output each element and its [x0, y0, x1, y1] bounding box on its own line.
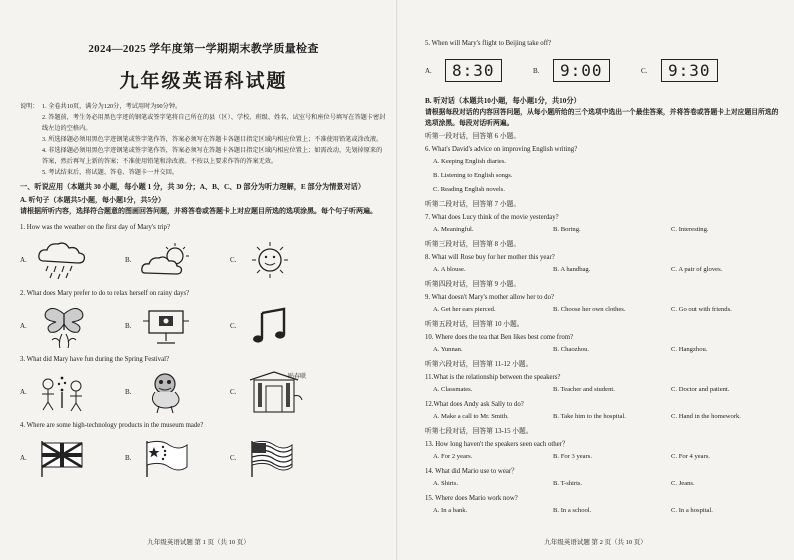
option-c[interactable]: C. In a hospital.: [671, 507, 713, 514]
question-11-options: [425, 383, 780, 397]
part-a-heading: A. 听句子（本题共5小题，每小题1分，共5分）: [20, 196, 166, 204]
option-a[interactable]: A. A blouse.: [433, 266, 466, 273]
note-item: 4. 非选择题必须用黑色字迹钢笔或签字笔作答，答案必须写在答题卡各题目指定区域内相应位置上；如需改动，先划掉原来的答案，然后再写上新的答案；不准使用铅笔和涂改液。不按以上要求作答的答案无效。: [42, 147, 383, 165]
option-a[interactable]: A. Get her ears pierced.: [433, 306, 496, 313]
option-c[interactable]: C. Reading English novels.: [433, 186, 505, 193]
option-c[interactable]: [230, 437, 335, 479]
question-5: 5. When will Mary's flight to Beijing take off?: [425, 40, 552, 47]
question-2-options: [20, 303, 387, 349]
option-a[interactable]: A. Shirts.: [433, 480, 459, 487]
option-b[interactable]: B. Listening to English songs.: [433, 172, 513, 179]
listen-instruction: 听第六段对话，回答第 11-12 小题。: [425, 361, 533, 368]
question-2: 2. What does Mary prefer to do to relax herself on rainy days?: [20, 290, 190, 297]
part-b-instructions: 请根据每段对话的内容回答问题，从每小题所给的三个选项中选出一个最佳答案，并将答卷或答题卡上对应题目所选的选项涂黑。每段对话听两遍。: [425, 109, 779, 127]
listen-instruction: 听第一段对话，回答第 6 小题。: [425, 133, 521, 140]
page-footer: 九年级英语试题 第 2 页（共 10 页）: [544, 539, 647, 546]
exam-notes: [20, 101, 387, 178]
question-15: 15. Where does Mario work now?: [425, 495, 518, 502]
option-letter: A.: [20, 256, 27, 264]
clock-time-display: 9:00: [553, 59, 610, 82]
question-9: 9. What doesn't Mary's mother allow her to do?: [425, 294, 554, 301]
option-a[interactable]: A. In a bank.: [433, 507, 468, 514]
option-c[interactable]: [230, 305, 335, 347]
movie-screen-icon: [139, 305, 195, 347]
question-10: 10. Where does the tea that Ben likes best come from?: [425, 334, 574, 341]
option-a[interactable]: A. Make a call to Mr. Smith.: [433, 413, 509, 420]
exam-page-2: [397, 0, 794, 560]
option-b[interactable]: [125, 370, 230, 414]
option-c[interactable]: C. A pair of gloves.: [671, 266, 723, 273]
option-a[interactable]: A. Yunnan.: [433, 346, 463, 353]
option-letter: A.: [20, 322, 27, 330]
option-b[interactable]: B. Boring.: [553, 226, 581, 233]
option-a[interactable]: [20, 370, 125, 414]
music-note-icon: [244, 305, 300, 347]
option-a[interactable]: [425, 59, 533, 82]
option-a[interactable]: [20, 437, 125, 479]
option-c[interactable]: C. Jeans.: [671, 480, 695, 487]
question-13-options: [425, 450, 780, 464]
notes-label: 说明：: [20, 103, 39, 110]
option-c[interactable]: C. Hangzhou.: [671, 346, 708, 353]
option-letter: B.: [125, 322, 132, 330]
listen-instruction: 听第五段对话，回答第 10 小题。: [425, 321, 524, 328]
listen-instruction: 听第二段对话，回答第 7 小题。: [425, 201, 521, 208]
option-b[interactable]: [125, 437, 230, 479]
option-letter: B.: [125, 388, 132, 396]
part-b-heading: B. 听对话（本题共10小题，每小题1分，共10分）: [425, 97, 581, 105]
note-item: 1. 全卷共10页，满分为120分，考试用时为90分钟。: [42, 103, 182, 110]
question-12: 12.What does Andy ask Sally to do?: [425, 401, 524, 408]
question-4: 4. Where are some high-technology products in the museum made?: [20, 422, 204, 429]
option-c[interactable]: C. Doctor and patient.: [671, 386, 730, 393]
option-b[interactable]: [533, 59, 641, 82]
option-c[interactable]: [230, 239, 335, 281]
question-14-options: [425, 477, 780, 491]
sun-icon: [244, 239, 300, 281]
part-a-instructions: 请根据所听内容，选择符合题意的图画回答问题，并将答卷或答题卡上对应题目所选的选项涂黑。每个句子听两遍。: [20, 207, 377, 215]
question-3-options: [20, 369, 387, 415]
question-3: 3. What did Mary have fun during the Spring Festival?: [20, 356, 170, 363]
question-8: 8. What will Rose buy for her mother this year?: [425, 254, 555, 261]
question-12-options: [425, 410, 780, 424]
option-letter: C.: [230, 322, 237, 330]
question-6: 6. What's David's advice on improving English writing?: [425, 146, 578, 153]
exam-header: 2024—2025 学年度第一学期期末教学质量检查: [88, 43, 319, 55]
option-b[interactable]: B. Choose her own clothes.: [553, 306, 626, 313]
rain-cloud-icon: [34, 239, 90, 281]
option-letter: A.: [20, 388, 27, 396]
exam-title: 九年级英语科试题: [119, 71, 288, 92]
question-15-options: [425, 504, 780, 518]
note-item: 2. 答题前，考生务必用黑色字迹的钢笔或签字笔将自己所在的县（区）、学校、班级、姓名、试室号和座位号填写在答题卡密封线左边的空格内。: [42, 114, 386, 132]
note-item: 3. 所选择题必须用黑色字迹钢笔或签字笔作答，答案必须写在答题卡各题目指定区域内相应位置上；不准使用铅笔或涂改液。: [42, 136, 383, 143]
clock-time-display: 8:30: [445, 59, 502, 82]
question-5-options: [425, 59, 780, 82]
option-a[interactable]: A. Classmates.: [433, 386, 473, 393]
question-13: 13. How long haven't the speakers seen each other？: [425, 441, 569, 448]
option-letter: C.: [641, 66, 648, 75]
option-letter: B.: [125, 454, 132, 462]
option-letter: C.: [230, 388, 237, 396]
page-footer: 九年级英语试题 第 1 页（共 10 页）: [147, 539, 250, 546]
option-letter: C.: [230, 256, 237, 264]
door-couplet-icon: [244, 370, 308, 414]
china-flag-icon: [139, 437, 195, 479]
clock-time-display: 9:30: [661, 59, 718, 82]
question-8-options: [425, 263, 780, 277]
option-letter: B.: [125, 256, 132, 264]
cloudy-sun-icon: [139, 239, 195, 281]
option-b[interactable]: B. Teacher and student.: [553, 386, 615, 393]
option-b[interactable]: B. T-shirts.: [553, 480, 583, 487]
option-c[interactable]: [230, 370, 335, 414]
option-c[interactable]: [641, 59, 749, 82]
question-10-options: [425, 343, 780, 357]
option-b[interactable]: [125, 239, 230, 281]
question-7: 7. What does Lucy think of the movie yesterday?: [425, 214, 559, 221]
option-a[interactable]: [20, 239, 125, 281]
option-letter: B.: [533, 66, 540, 75]
option-a[interactable]: [20, 304, 125, 348]
option-c[interactable]: C. Go out with friends.: [671, 306, 732, 313]
option-letter: C.: [230, 454, 237, 462]
couplet-label: 贴春联: [288, 373, 307, 380]
option-c[interactable]: C. Hand in the homework.: [671, 413, 741, 420]
question-1-options: [20, 237, 387, 283]
option-a[interactable]: A. Meaningful.: [433, 226, 474, 233]
listen-instruction: 听第七段对话，回答第 13-15 小题。: [425, 428, 533, 435]
option-b[interactable]: B. In a school.: [553, 507, 592, 514]
option-b[interactable]: [125, 305, 230, 347]
question-14: 14. What did Mario use to wear？: [425, 468, 518, 475]
listen-instruction: 听第三段对话，回答第 8 小题。: [425, 241, 521, 248]
option-c[interactable]: C. Interesting.: [671, 226, 709, 233]
question-9-options: [425, 303, 780, 317]
option-a[interactable]: A. Keeping English diaries.: [433, 158, 507, 165]
option-b[interactable]: B. A handbag.: [553, 266, 591, 273]
question-1: 1. How was the weather on the first day of Mary's trip?: [20, 224, 170, 231]
section-1-heading: 一、听说应用（本题共 30 小题，每小题 1 分，共 30 分；A、B、C、D 部分为听力理解，E 部分为情景对话）: [20, 183, 366, 191]
lion-dance-icon: [139, 370, 199, 414]
butterfly-flower-icon: [34, 304, 94, 348]
option-letter: A.: [20, 454, 27, 462]
option-c[interactable]: C. For 4 years.: [671, 453, 711, 460]
option-letter: A.: [425, 66, 432, 75]
uk-flag-icon: [34, 437, 90, 479]
listen-instruction: 听第四段对话，回答第 9 小题。: [425, 281, 521, 288]
usa-flag-icon: [244, 437, 300, 479]
firecrackers-kids-icon: [34, 370, 94, 414]
question-4-options: [20, 435, 387, 481]
question-7-options: [425, 223, 780, 237]
option-b[interactable]: B. Take him to the hospital.: [553, 413, 626, 420]
option-a[interactable]: A. For 2 years.: [433, 453, 473, 460]
note-item: 5. 考试结束后，将试题、答卷、答题卡一并交回。: [42, 169, 179, 176]
option-b[interactable]: B. Chaozhou.: [553, 346, 590, 353]
option-b[interactable]: B. For 3 years.: [553, 453, 593, 460]
question-11: 11.What is the relationship between the speakers?: [425, 374, 561, 381]
